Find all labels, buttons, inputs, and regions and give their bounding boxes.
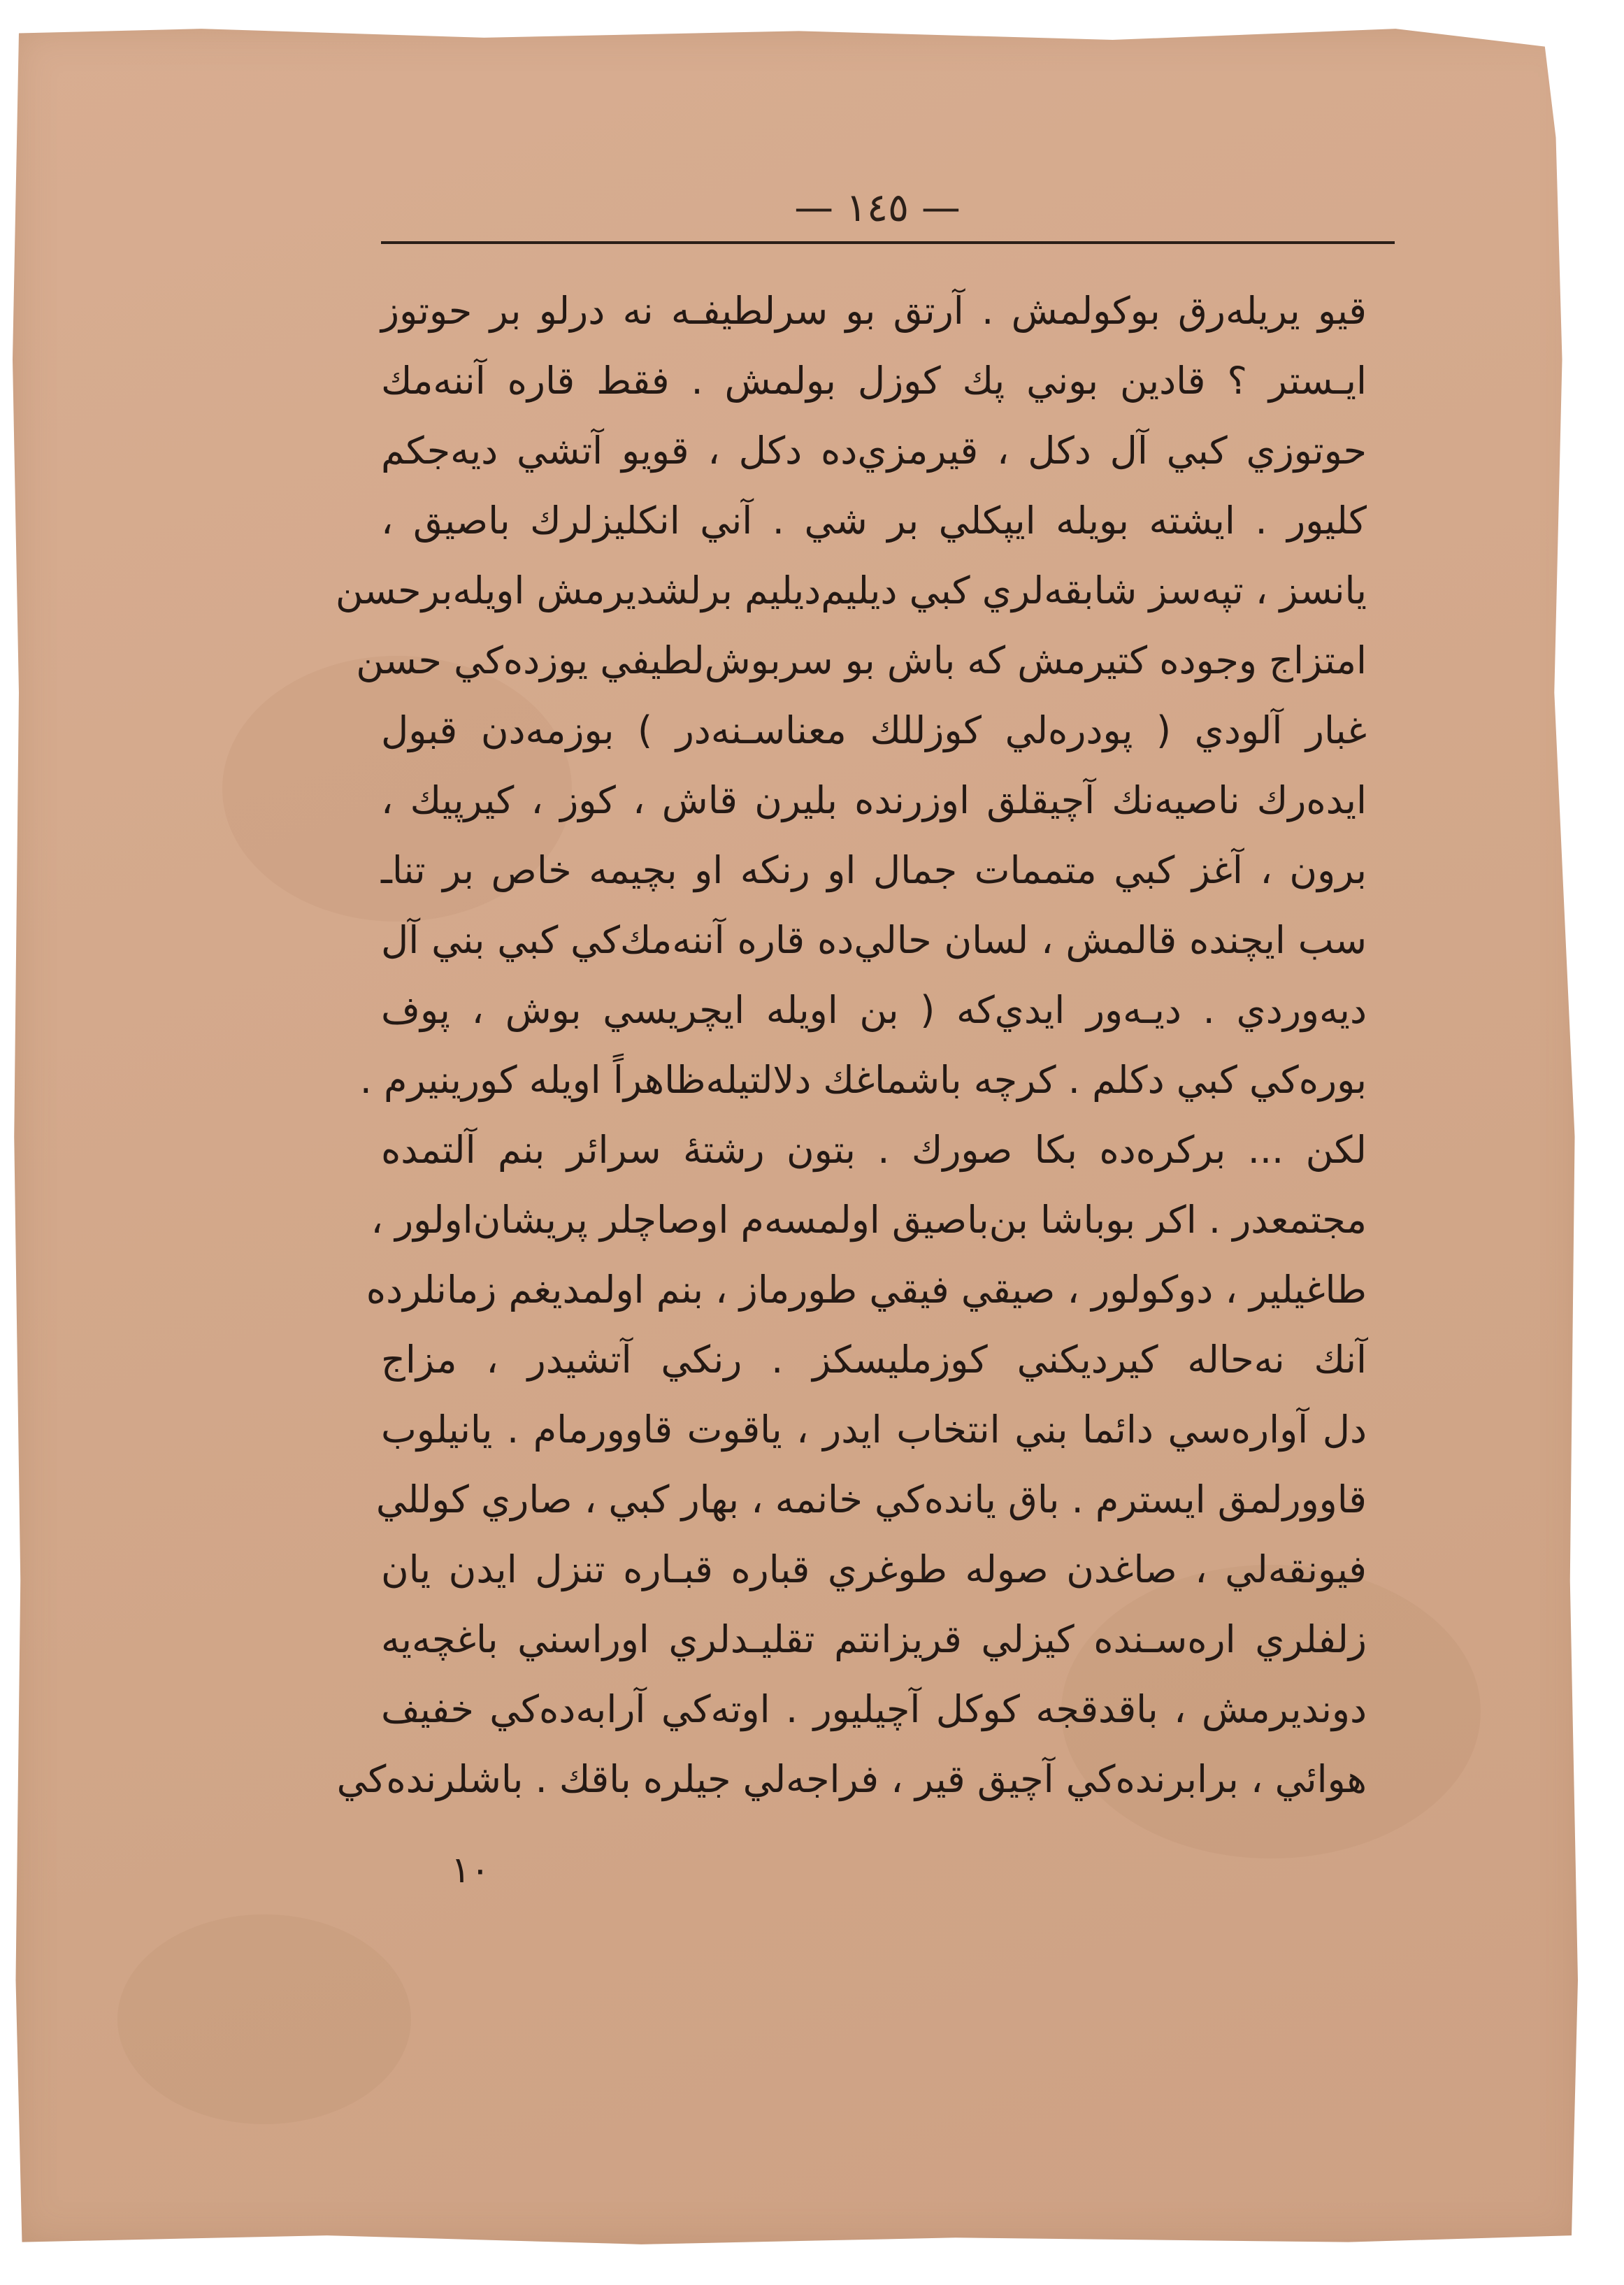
body-text — [335, 276, 1367, 1814]
text-line: قيو يريله‌رق بوكولمش . آرتق بو سرلطيفـه نه‌ درلو بر حوتوز — [381, 289, 1367, 333]
paper-stain — [117, 1914, 411, 2124]
text-line: برون ، آغز كبي متممات جمال او رنكه او بچيمه خاص بر تناـ — [381, 848, 1367, 892]
text-line: سب ايچنده قالمش ، لسان حالي‌ده قاره آننه‌مك‌كي كبي بني آل — [381, 918, 1367, 962]
text-line: زلفلري اره‌سـنده كيزلي قريزانتم تقليـدلري اوراسني باغچه‌يه — [381, 1617, 1367, 1661]
text-line: هوائي ، برابرنده‌كي آچيق قير ، فراجه‌لي جيلره باقك . باشلرنده‌كي — [336, 1757, 1367, 1801]
text-line: ايده‌رك ناصيه‌نك آچيقلق اوزرنده بليرن قاش ، كوز ، كيرپيك ، — [381, 778, 1367, 822]
text-line: حوتوزي كبي آل دكل ، قيرمزي‌ده دكل ، قويو آتشي ديه‌جكم — [381, 429, 1367, 473]
text-line: ايـستر ؟ قادين بوني پك كوزل بولمش . فقط قاره آننه‌مك — [381, 359, 1367, 403]
text-line: بوره‌كي كبي دكلم . كرچه باشماغك دلالتيله‌ظاهراً اويله كورينيرم . — [359, 1058, 1367, 1102]
text-line: آنك نه‌حاله كيرديكني كوزمليسكز . رنكي آتشيدر ، مزاج — [381, 1338, 1367, 1382]
text-line: طاغيلير ، دوكولور ، صيقي فيقي طورماز ، بنم اولمديغم زمانلرده — [366, 1268, 1367, 1312]
text-line: امتزاج وجوده كتيرمش كه باش بو سربوش‌لطيفي يوزده‌كي حسن — [356, 638, 1367, 682]
signature-mark: ١٠ — [451, 1849, 490, 1891]
page-header — [381, 171, 1395, 255]
text-line: دونديرمش ، باقدقجه كوكل آچيليور . اوته‌كي آرابه‌ده‌كي خفيف — [381, 1687, 1367, 1731]
text-line: مجتمعدر . اكر بوباشا بن‌باصيق اولمسه‌م اوصاچلر پريشان‌اولور ، — [371, 1198, 1367, 1242]
text-line: لكن ... بركره‌ده بكا صورك . بتون رشتهٔ سرائر بنم آلتمده — [381, 1128, 1367, 1172]
text-line: قاوورلمق ايسترم . باق يانده‌كي خانمه ، بهار كبي ، صاري كوللي — [375, 1477, 1367, 1521]
header-rule — [381, 241, 1395, 244]
page-number: — ١٤٥ — — [794, 185, 961, 231]
text-line: يانسز ، تپه‌سز شابقه‌لري كبي ديليم‌ديليم برلشديرمش اويله‌برحسن — [335, 568, 1367, 613]
text-line: ديه‌وردي . ديـه‌ور ايدي‌كه ( بن اويله ايچريسي بوش ، پوف — [381, 988, 1367, 1032]
text-line: كليور . ايشته بويله ايپكلي بر شي . آني انكليزلرك باصيق ، — [381, 499, 1367, 543]
text-line: فيونقه‌لي ، صاغدن صوله طوغري قباره قبـاره تنزل ايدن يان — [381, 1547, 1367, 1591]
text-line: غبار آلودي ( پودره‌لي كوزللك معناسـنه‌در ) بوزمه‌دن قبول — [381, 708, 1367, 752]
text-line: دل آواره‌سي دائما بني انتخاب ايدر ، ياقوت قاوورمام . يانيلوب — [381, 1407, 1367, 1452]
